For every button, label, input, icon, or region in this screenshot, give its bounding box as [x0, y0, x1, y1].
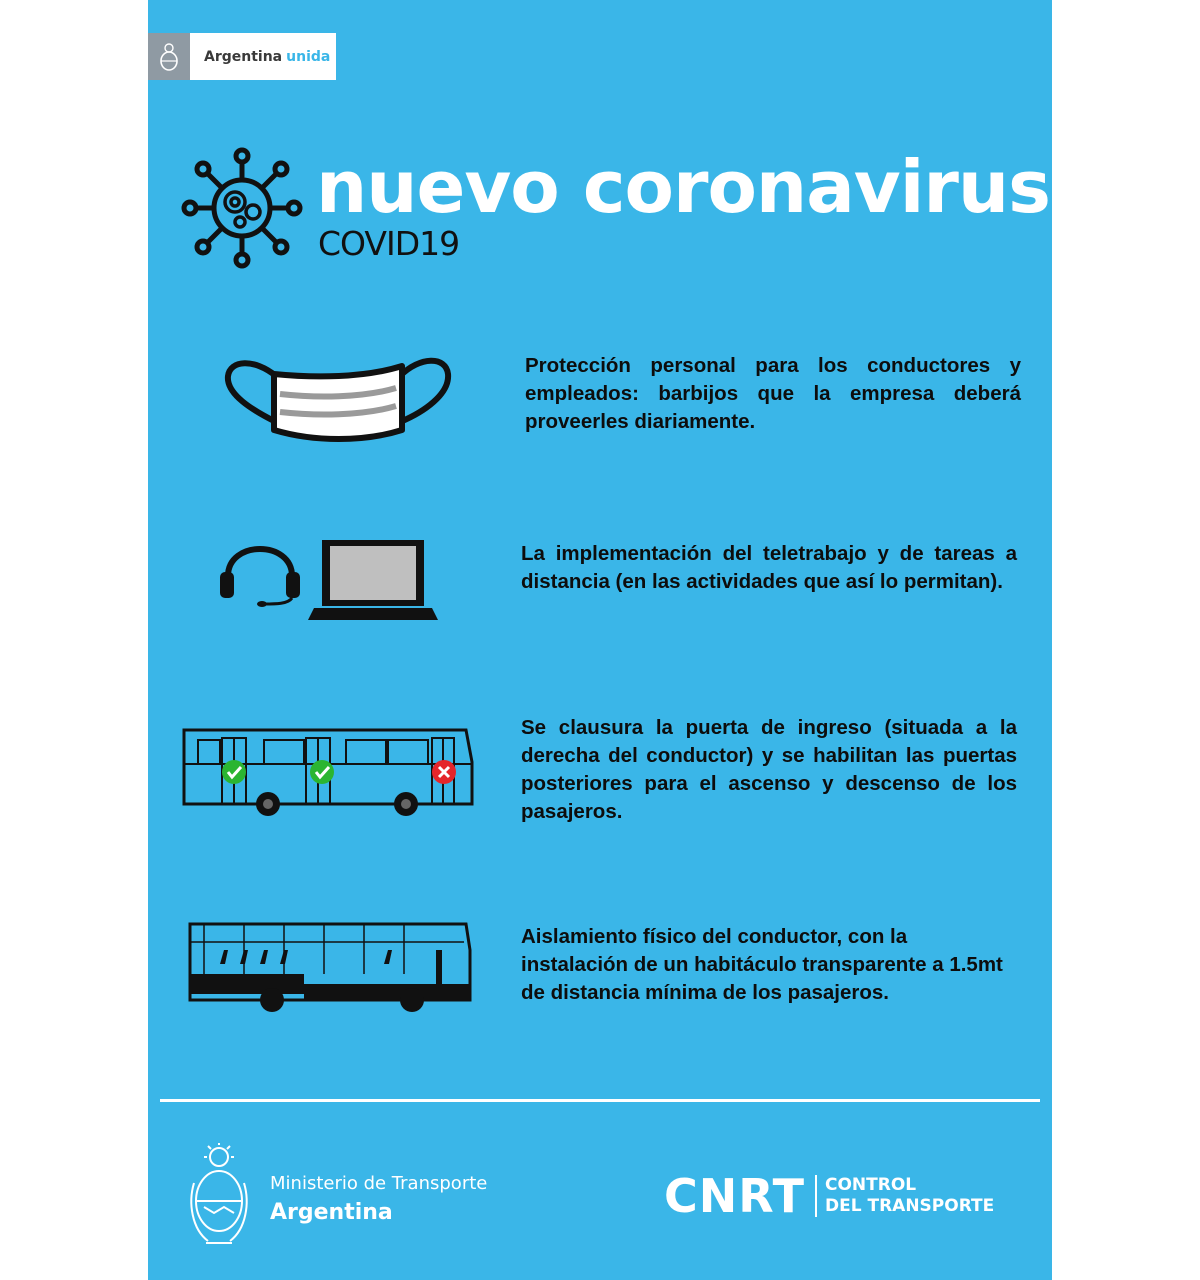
item-doors-text: Se clausura la puerta de ingreso (situada a la derecha del conductor) y se habilitan las puertas posteriores para el ascenso y descenso de los pasajeros.: [521, 716, 1017, 823]
page-subtitle: COVID19: [318, 224, 460, 263]
national-shield-icon: [148, 33, 190, 80]
ministry-name: Ministerio de Transporte: [270, 1173, 488, 1194]
item-driver-isolation-text: Aislamiento físico del conductor, con la instalación de un habitáculo transparente a 1.5mt de distancia mínima de los pasajeros.: [521, 925, 1003, 1004]
badge-label: Argentina unida: [190, 33, 336, 80]
argentina-unida-badge: [148, 33, 336, 80]
cnrt-logo: [664, 1168, 994, 1224]
poster: [148, 0, 1052, 1280]
cnrt-acronym: CNRT: [664, 1169, 805, 1223]
cnrt-line1: CONTROL: [825, 1175, 917, 1195]
page-title: nuevo coronavirus: [316, 145, 1051, 229]
cnrt-separator: [815, 1175, 817, 1217]
ministry-logo-text: [270, 1171, 487, 1229]
item-telework-text: La implementación del teletrabajo y de tareas a distancia (en las actividades que así lo permitan).: [521, 542, 1017, 593]
item-mask-text: Protección personal para los conductores y empleados: barbijos que la empresa deberá proveerles diariamente.: [525, 354, 1021, 433]
face-mask-icon: [224, 348, 454, 444]
footer-divider: [160, 1099, 1040, 1102]
allowed-icon: [222, 760, 246, 784]
headset-laptop-icon: [218, 534, 443, 626]
ministry-country: Argentina: [270, 1200, 393, 1225]
allowed-icon: [310, 760, 334, 784]
bus-doors-icon: [180, 722, 480, 818]
virus-icon: [180, 146, 304, 270]
argentina-coat-of-arms-icon: [186, 1143, 252, 1249]
bus-interior-icon: [184, 920, 476, 1014]
cnrt-line2: DEL TRANSPORTE: [825, 1196, 995, 1216]
